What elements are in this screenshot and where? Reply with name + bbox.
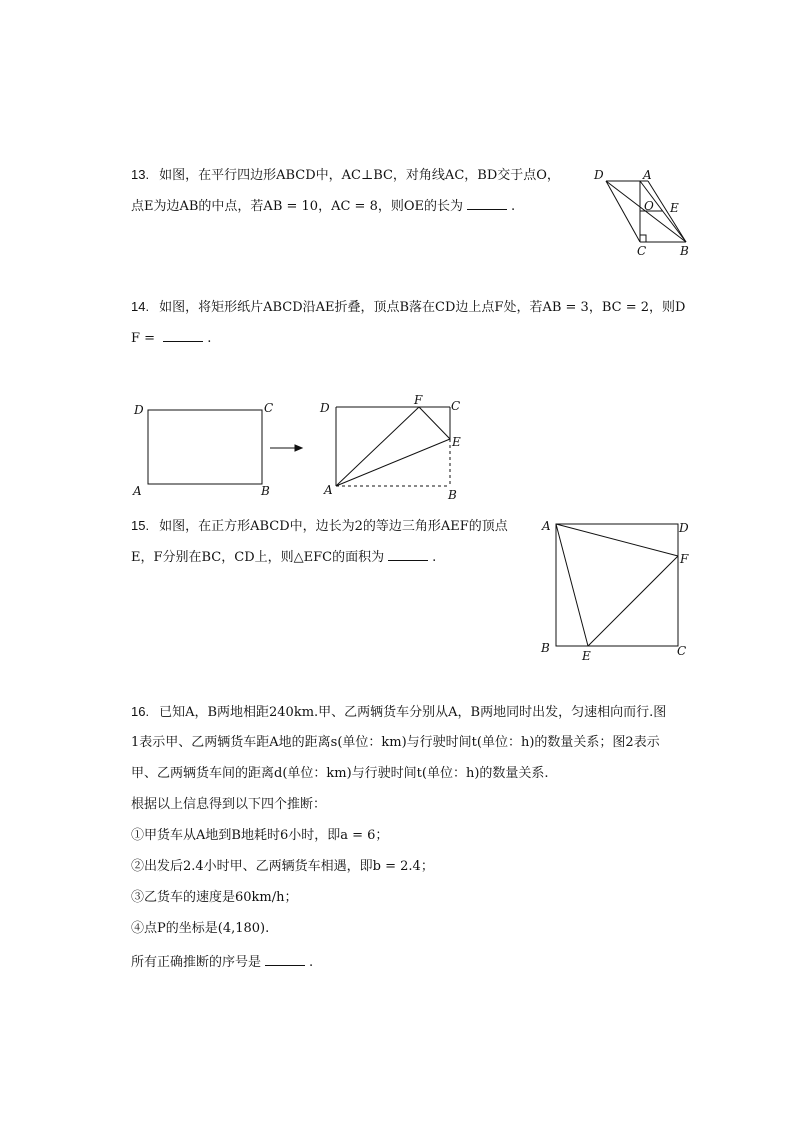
q16-text-end: . — [309, 955, 314, 970]
q14-fig2-label-e: E — [452, 435, 461, 449]
q13-label-a: A — [643, 168, 652, 182]
q14-fig2-label-d: D — [320, 401, 330, 415]
q13-text-end: . — [510, 199, 516, 214]
q15-label-a: A — [542, 519, 551, 533]
q15-label-f: F — [680, 552, 689, 566]
q13-answer-blank[interactable] — [467, 197, 507, 210]
q13-label-e: E — [670, 201, 679, 215]
q16-text-1: 已知A，B两地相距240km.甲、乙两辆货车分别从A，B两地同时出发，匀速相向而行.图 — [159, 705, 667, 720]
q14-fig2-label-a: A — [324, 483, 333, 497]
q16-line4: 根据以上信息得到以下四个推断： — [131, 797, 327, 812]
q16-item-1: ①甲货车从A地到B地耗时6小时，即a = 6； — [131, 828, 389, 843]
q15-text-1: 如图，在正方形ABCD中，边长为2的等边三角形AEF的顶点 — [159, 519, 508, 534]
q16-line2: 1表示甲、乙两辆货车距A地的距离s(单位：km)与行驶时间t(单位：h)的数量关系；图2表示 — [131, 735, 660, 750]
q14-text-end: . — [207, 331, 212, 346]
q13-number: 13. — [131, 167, 150, 182]
q13-text-1: 如图，在平行四边形ABCD中，AC⊥BC，对角线AC，BD交于点O， — [159, 168, 560, 183]
q16-item-3: ③乙货车的速度是60km/h； — [131, 890, 298, 905]
q13-label-c: C — [637, 244, 647, 258]
q16-item-2: ②出发后2.4小时甲、乙两辆货车相遇，即b = 2.4； — [131, 859, 434, 874]
q14-fig2-label-c: C — [451, 399, 461, 413]
q14-line2 — [131, 329, 211, 348]
q14-fig1-label-c: C — [264, 401, 274, 415]
q15-text-2: E，F分别在BC，CD上，则△EFC的面积为 — [131, 550, 385, 565]
q13-label-b: B — [680, 244, 689, 258]
q15-line2 — [131, 548, 436, 567]
q14-fig1-label-b: B — [261, 484, 270, 498]
q16-line1 — [131, 703, 666, 722]
q14-fig2-label-b: B — [448, 488, 457, 502]
q16-text-9: 所有正确推断的序号是 — [131, 955, 262, 970]
q16-line9 — [131, 953, 313, 972]
q16-answer-blank[interactable] — [265, 953, 305, 966]
q15-label-d: D — [679, 521, 689, 535]
q15-label-b: B — [541, 641, 550, 655]
q14-text-2: F = — [131, 331, 160, 346]
q13-line1 — [131, 166, 560, 185]
q13-label-o: O — [644, 199, 654, 213]
q15-number: 15. — [131, 518, 150, 533]
q16-item-4: ④点P的坐标是(4,180). — [131, 921, 270, 936]
q15-text-end: . — [432, 550, 437, 565]
q14-figure — [130, 393, 470, 503]
q13-line2 — [131, 197, 515, 216]
q15-figure — [538, 515, 698, 665]
q14-number: 14. — [131, 299, 150, 314]
q14-fig2-label-f: F — [414, 393, 423, 407]
q14-answer-blank[interactable] — [163, 329, 203, 342]
q13-label-d: D — [594, 168, 604, 182]
q15-label-e: E — [582, 649, 591, 663]
q13-figure — [590, 165, 700, 260]
q14-fig1-label-a: A — [133, 484, 142, 498]
q15-label-c: C — [677, 644, 687, 658]
q14-text-1: 如图，将矩形纸片ABCD沿AE折叠，顶点B落在CD边上点F处，若AB = 3，BC = 2，则D — [159, 300, 686, 315]
q16-line3: 甲、乙两辆货车间的距离d(单位：km)与行驶时间t(单位：h)的数量关系. — [131, 766, 549, 781]
q14-line1 — [131, 298, 685, 317]
q14-fig1-label-d: D — [134, 403, 144, 417]
q13-text-2: 点E为边AB的中点，若AB = 10，AC = 8，则OE的长为 — [131, 199, 463, 214]
q15-answer-blank[interactable] — [388, 548, 428, 561]
q16-number: 16. — [131, 704, 150, 719]
q15-line1 — [131, 517, 508, 536]
